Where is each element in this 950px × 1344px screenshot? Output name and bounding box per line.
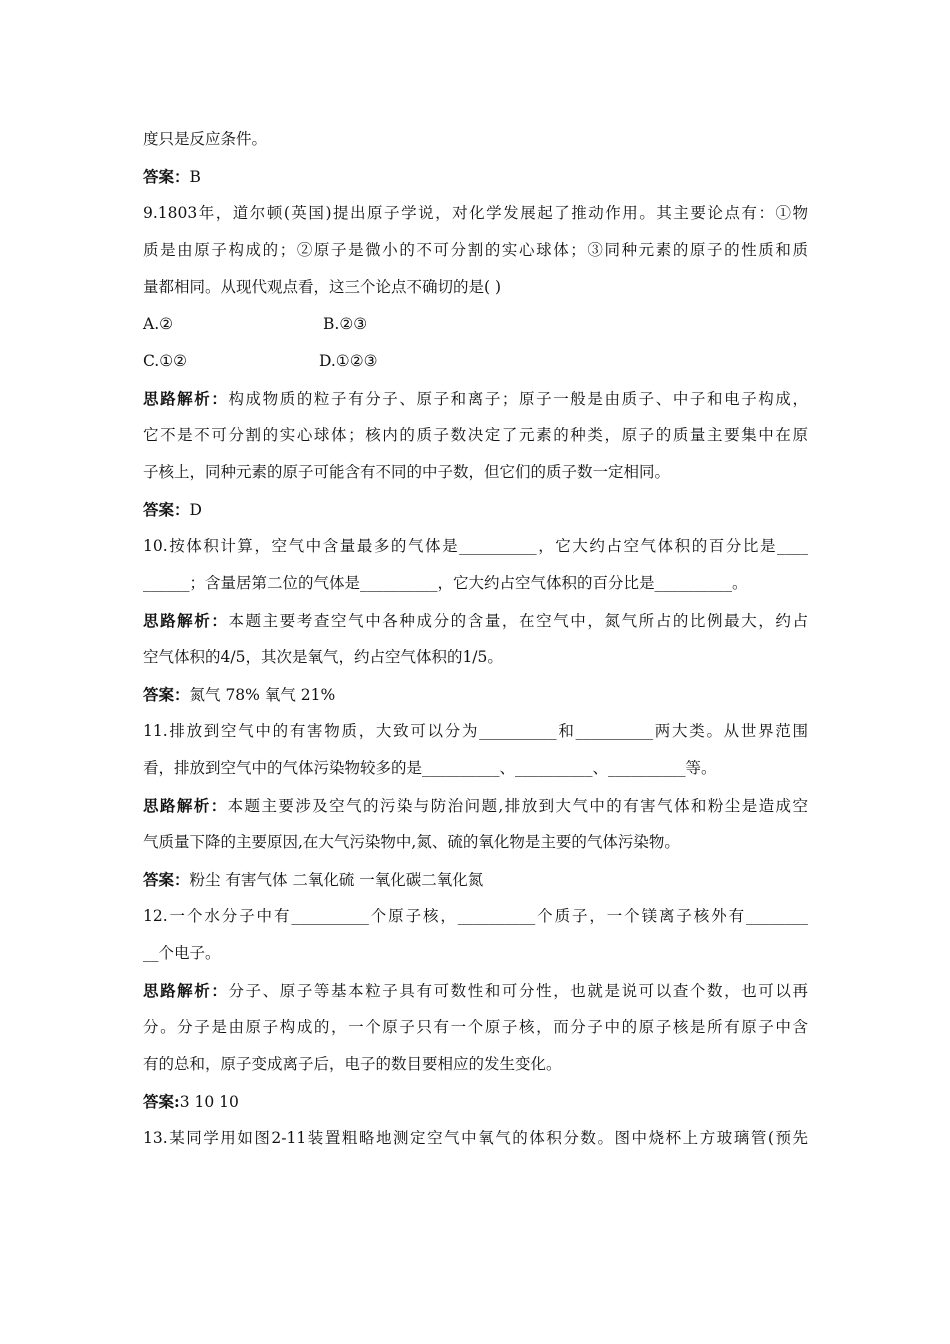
line-text: 11.排放到空气中的有害物质，大致可以分为__________和__________两大类。从世界范围	[143, 722, 808, 740]
text-line	[143, 417, 808, 454]
line-label: 答案：	[143, 167, 190, 186]
answer-line	[143, 491, 808, 528]
line-text: __个电子。	[143, 944, 221, 962]
line-text: 气质量下降的主要原因,在大气污染物中,氮、硫的氧化物是主要的气体污染物。	[143, 833, 680, 851]
line-label: 答案:	[143, 1092, 180, 1111]
line-text: 分。分子是由原子构成的，一个原子只有一个原子核，而分子中的原子核是所有原子中含	[143, 1018, 808, 1036]
option-row	[143, 306, 808, 343]
text-line	[143, 269, 808, 306]
analysis-line	[143, 787, 808, 824]
line-text: 质是由原子构成的；②原子是微小的不可分割的实心球体；③同种元素的原子的性质和质	[143, 241, 808, 259]
line-text: 它不是不可分割的实心球体；核内的质子数决定了元素的种类，原子的质量主要集中在原	[143, 426, 808, 444]
line-text: 子核上，同种元素的原子可能含有不同的中子数，但它们的质子数一定相同。	[143, 463, 671, 481]
answer-line	[143, 861, 808, 898]
text-line	[143, 713, 808, 750]
text-line	[143, 195, 808, 232]
text-line	[143, 528, 808, 565]
option-choice: C.①②	[143, 352, 188, 370]
text-line	[143, 1046, 808, 1083]
line-text: 本题主要考查空气中各种成分的含量，在空气中，氮气所占的比例最大，约占	[228, 612, 808, 630]
line-text: 构成物质的粒子有分子、原子和离子；原子一般是由质子、中子和电子构成，	[228, 390, 808, 408]
line-label: 思路解析：	[143, 981, 229, 1000]
line-label: 思路解析：	[143, 611, 229, 630]
line-text: 3 10 10	[179, 1093, 239, 1111]
text-line	[143, 1009, 808, 1046]
option-choice: A.②	[143, 315, 174, 333]
line-label: 思路解析：	[143, 796, 228, 815]
text-line	[143, 898, 808, 935]
line-text: 量都相同。从现代观点看，这三个论点不确切的是( )	[143, 278, 502, 296]
line-label: 答案：	[143, 870, 190, 889]
answer-line	[143, 676, 808, 713]
text-line	[143, 121, 808, 158]
document-body	[143, 121, 808, 1157]
line-text: 9.1803年，道尔顿(英国)提出原子学说，对化学发展起了推动作用。其主要论点有：①物	[143, 204, 808, 222]
text-line	[143, 565, 808, 602]
line-text: ______；含量居第二位的气体是__________，它大约占空气体积的百分比是__________。	[143, 574, 748, 592]
line-text: 看，排放到空气中的气体污染物较多的是__________、__________、__________等。	[143, 759, 717, 777]
text-line	[143, 1120, 808, 1157]
line-text: B	[189, 168, 201, 186]
text-line	[143, 232, 808, 269]
line-label: 答案：	[143, 685, 190, 704]
line-text: 氮气 78% 氧气 21%	[189, 686, 336, 704]
option-row	[143, 343, 808, 380]
text-line	[143, 454, 808, 491]
analysis-line	[143, 380, 808, 417]
line-text: 13.某同学用如图2-11装置粗略地测定空气中氧气的体积分数。图中烧杯上方玻璃管(预先	[143, 1129, 808, 1147]
line-label: 思路解析：	[143, 389, 229, 408]
text-line	[143, 824, 808, 861]
line-text: 空气体积的4/5，其次是氧气，约占空气体积的1/5。	[143, 648, 503, 666]
text-line	[143, 639, 808, 676]
line-label: 答案：	[143, 500, 190, 519]
answer-line	[143, 158, 808, 195]
answer-line	[143, 1083, 808, 1120]
option-choice: B.②③	[323, 315, 368, 333]
analysis-line	[143, 972, 808, 1009]
text-line	[143, 750, 808, 787]
line-text: 有的总和，原子变成离子后，电子的数目要相应的发生变化。	[143, 1055, 562, 1073]
text-line	[143, 935, 808, 972]
line-text: 粉尘 有害气体 二氧化硫 一氧化碳二氧化氮	[189, 871, 484, 889]
line-text: 度只是反应条件。	[143, 130, 268, 148]
line-text: 本题主要涉及空气的污染与防治问题,排放到大气中的有害气体和粉尘是造成空	[227, 797, 808, 815]
line-text: 10.按体积计算，空气中含量最多的气体是__________，它大约占空气体积的百分比是____	[143, 537, 808, 555]
line-text: 分子、原子等基本粒子具有可数性和可分性，也就是说可以查个数，也可以再	[228, 982, 808, 1000]
line-text: D	[189, 501, 202, 519]
option-choice: D.①②③	[319, 352, 378, 370]
line-text: 12.一个水分子中有__________个原子核，__________个质子，一个镁离子核外有________	[143, 907, 808, 925]
analysis-line	[143, 602, 808, 639]
